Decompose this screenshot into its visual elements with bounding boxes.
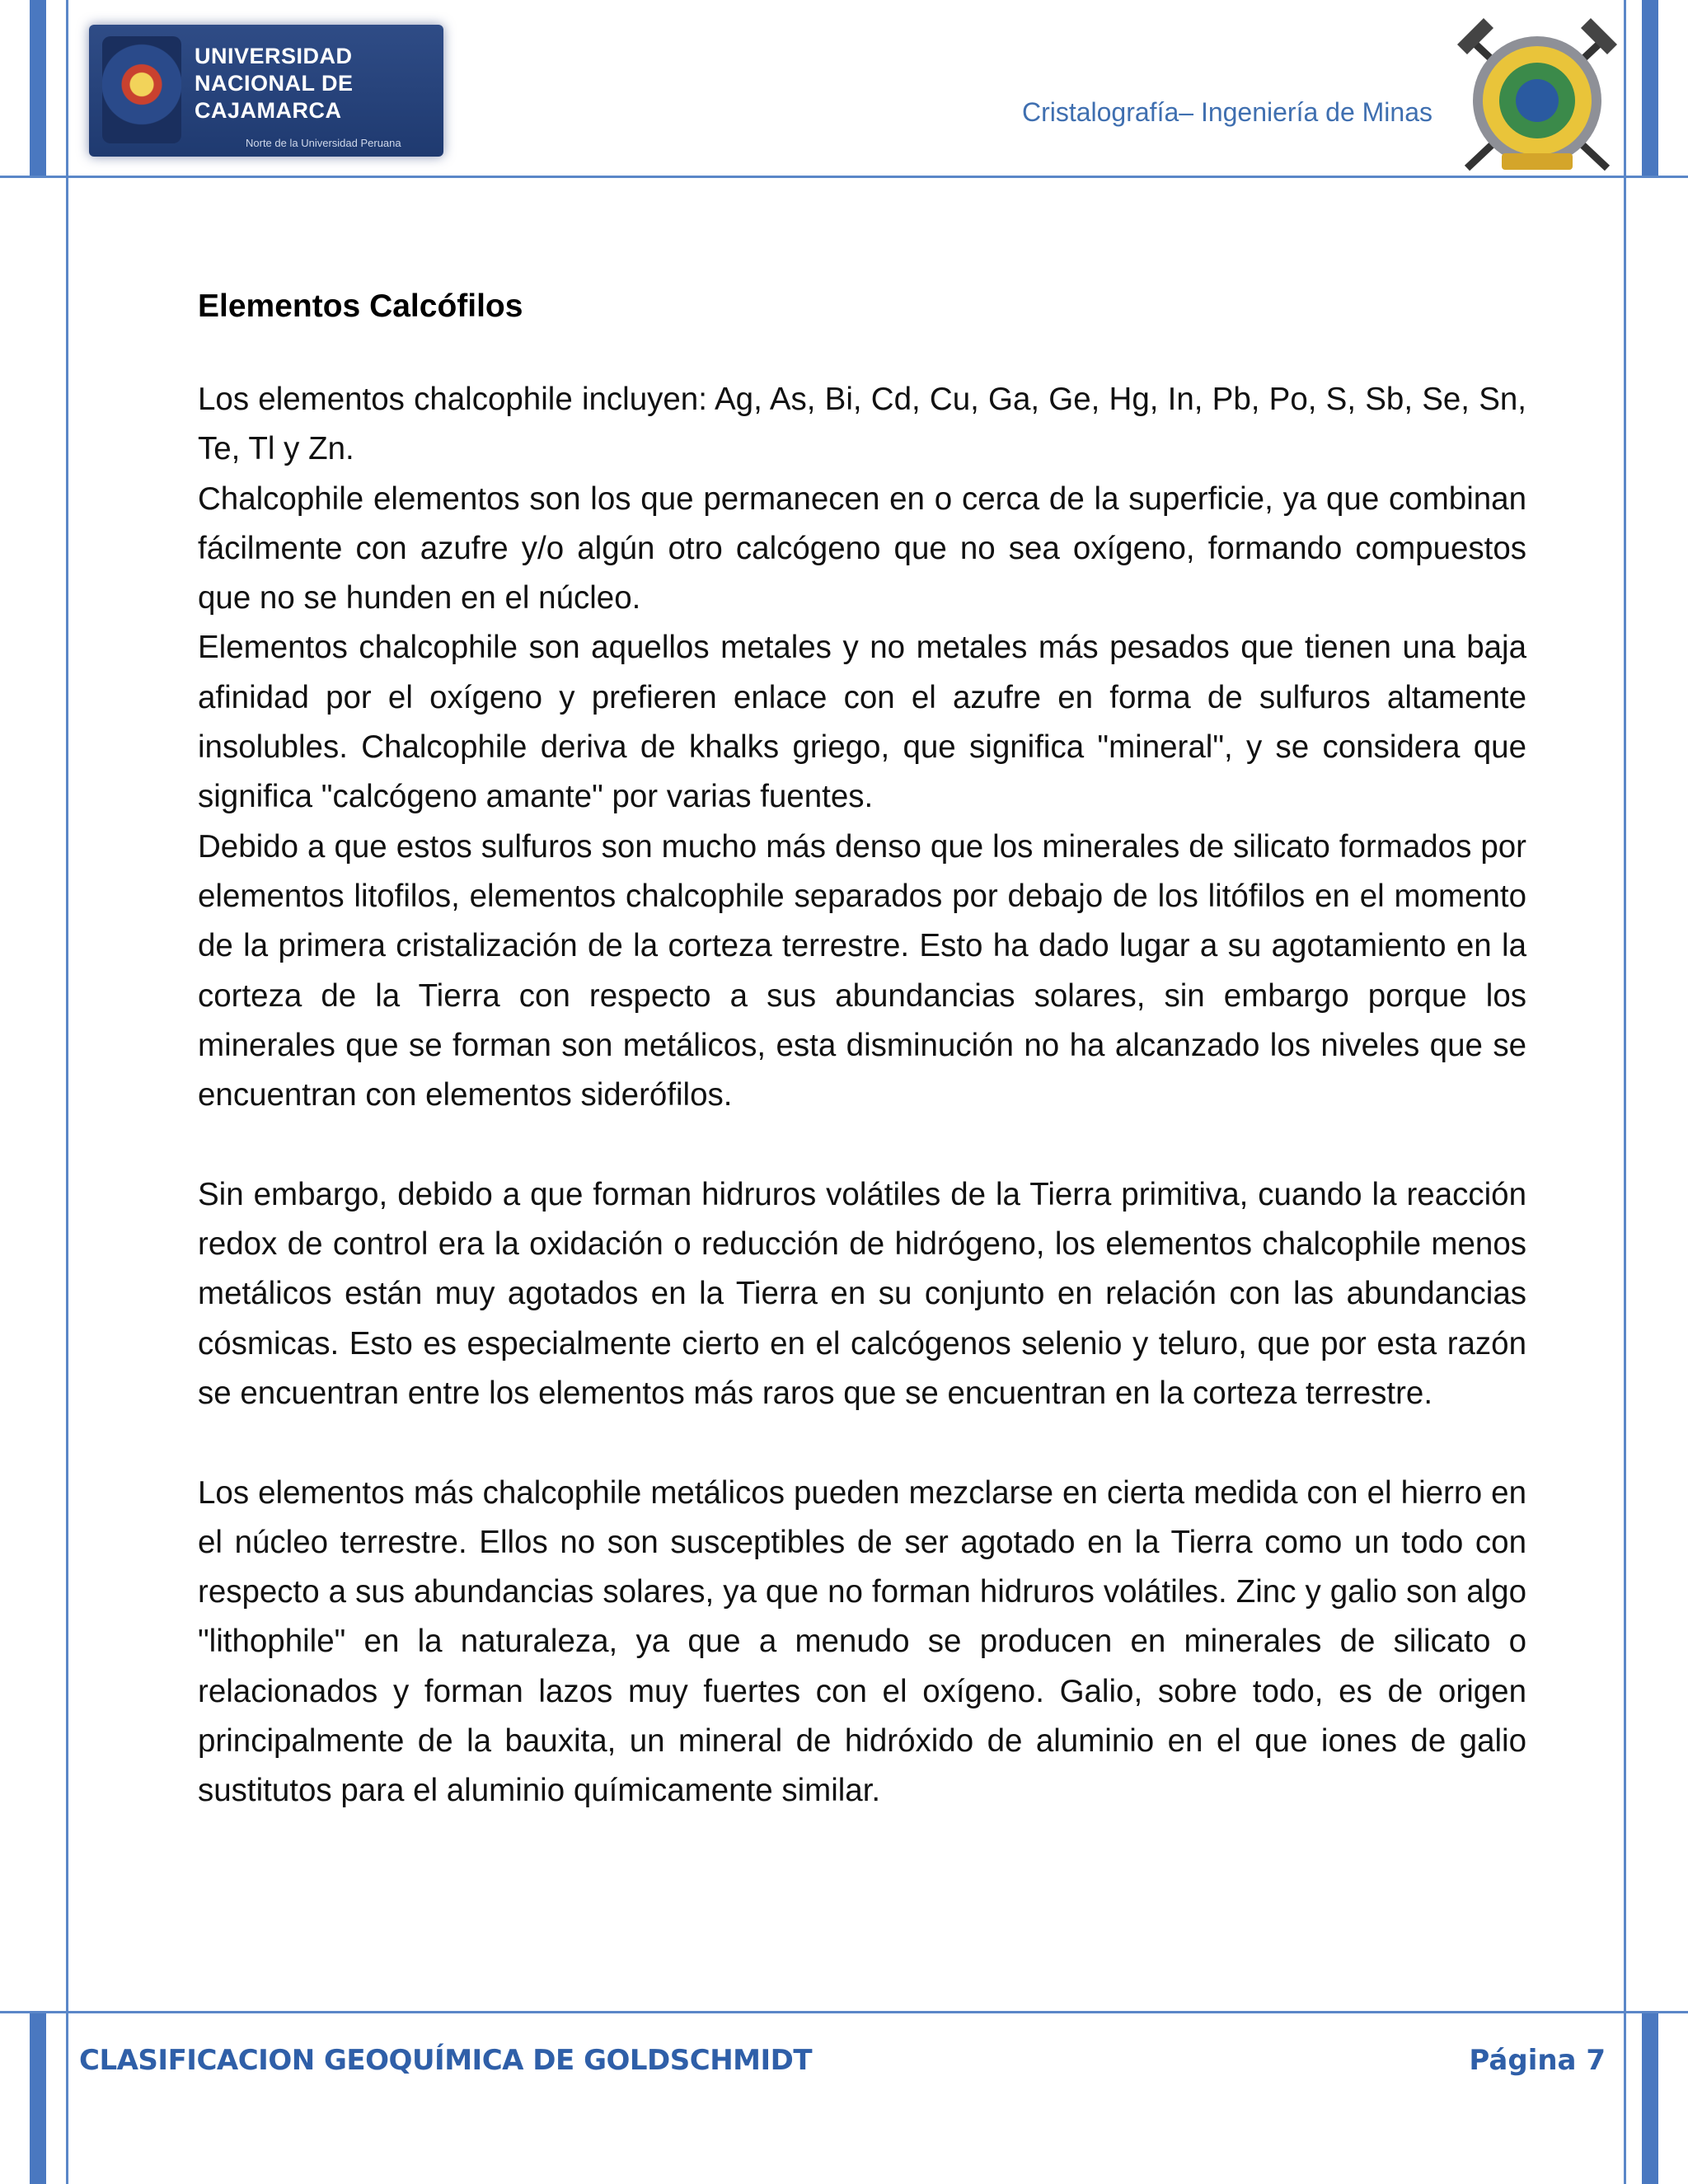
university-logo	[89, 25, 443, 157]
university-seal-icon	[102, 36, 181, 143]
logo-line-1: UNIVERSIDAD	[195, 44, 353, 68]
paragraph-elements-list: Los elementos chalcophile incluyen: Ag, As, Bi, Cd, Cu, Ga, Ge, Hg, In, Pb, Po, S, Sb, Se, Sn, Te, Tl y Zn.	[198, 382, 1526, 467]
footer-rule	[0, 2011, 1688, 2013]
header-rule	[0, 176, 1688, 178]
section-body	[198, 375, 1526, 1816]
left-thick-bar-bottom	[30, 2011, 46, 2184]
mining-emblem-icon	[1451, 12, 1624, 185]
right-thick-bar-top	[1642, 0, 1658, 178]
paragraph-sulfides: Debido a que estos sulfuros son mucho más denso que los minerales de silicato formados por elementos litofilos, elementos chalcophile separados por debajo de los litófilos en el momento de la primera cristalización de la corteza terrestre. Esto ha dado lugar a su agotamiento en la corteza de la Tierra con respecto a sus abundancias solares, sin embargo porque los minerales que se forman son metálicos, esta disminución no ha alcanzado los niveles que se encuentran con elementos siderófilos.	[198, 828, 1526, 1113]
footer-document-title: CLASIFICACION GEOQUÍMICA DE GOLDSCHMIDT	[79, 2044, 813, 2077]
right-thick-bar-bottom	[1642, 2011, 1658, 2184]
section-heading: Elementos Calcófilos	[198, 288, 523, 324]
header-title: Cristalografía– Ingeniería de Minas	[1021, 97, 1432, 127]
left-border-line	[66, 0, 68, 2184]
left-thick-bar-top	[30, 0, 46, 178]
paragraph-hydrides: Sin embargo, debido a que forman hidruros volátiles de la Tierra primitiva, cuando la reacción redox de control era la oxidación o reducción de hidrógeno, los elementos chalcophile menos metálicos están muy agotados en la Tierra en su conjunto en relación con las abundancias cósmicas. Esto es especialmente cierto en el calcógenos selenio y teluro, que por esta razón se encuentran entre los elementos más raros que se encuentran en la corteza terrestre.	[198, 1176, 1526, 1411]
paragraph-metallic: Los elementos más chalcophile metálicos pueden mezclarse en cierta medida con el hierro en el núcleo terrestre. Ellos no son susceptibles de ser agotado en la Tierra como un todo con respecto a sus abundancias solares, ya que no forman hidruros volátiles. Zinc y galio son algo "lithophile" en la naturaleza, ya que a menudo se producen en minerales de silicato o relacionados y forman lazos muy fuertes con el oxígeno. Galio, sobre todo, es de origen principalmente de la bauxita, un mineral de hidróxido de aluminio en el que iones de galio sustitutos para el aluminio químicamente similar.	[198, 1474, 1526, 1809]
page-number: Página 7	[1469, 2044, 1606, 2077]
paragraph-affinity: Elementos chalcophile son aquellos metales y no metales más pesados que tienen una baja afinidad por el oxígeno y prefieren enlace con el azufre en forma de sulfuros altamente insolubles. Chalcophile deriva de khalks griego, que significa "mineral", y se considera que significa "calcógeno amante" por varias fuentes.	[198, 630, 1526, 815]
right-border-line	[1624, 0, 1626, 2184]
logo-tagline: Norte de la Universidad Peruana	[246, 137, 401, 149]
logo-line-3: CAJAMARCA	[195, 98, 342, 123]
paragraph-surface: Chalcophile elementos son los que permanecen en o cerca de la superficie, ya que combinan fácilmente con azufre y/o algún otro calcógeno que no sea oxígeno, formando compuestos que no se hunden en el núcleo.	[198, 480, 1526, 616]
logo-line-2: NACIONAL DE	[195, 71, 354, 96]
